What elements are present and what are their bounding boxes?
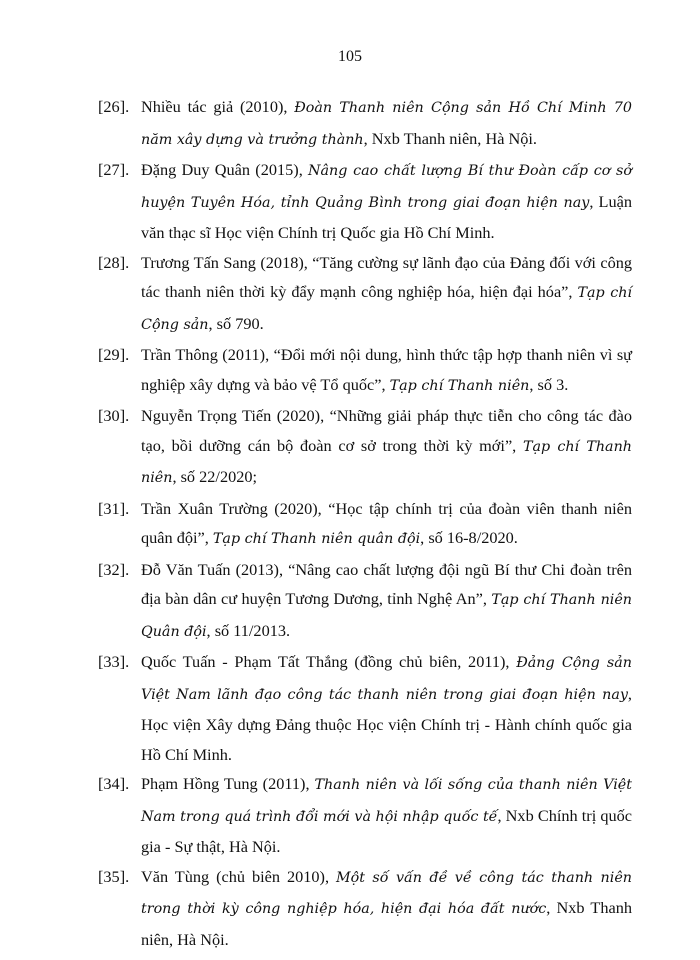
reference-journal: Tạp chí Cộng sản <box>141 285 632 333</box>
reference-number: [33]. <box>98 652 130 671</box>
reference-authors: Trương Tấn Sang (2018), “Tăng cường sự lãnh đạo của Đảng đối với công tác thanh niên thời kỳ đẩy mạnh công nghiệp hóa, hiện đại hóa”, <box>141 252 632 301</box>
reference-journal: Tạp chí Thanh niên quân đội <box>212 531 421 547</box>
reference-item <box>98 340 632 401</box>
reference-authors: Trần Xuân Trường (2020), “Học tập chính trị của đoàn viên thanh niên quân đội”, <box>141 498 632 547</box>
reference-journal: Tạp chí Thanh niên Quân đội <box>141 592 633 640</box>
reference-authors: Trần Thông (2011), “Đổi mới nội dung, hình thức tập hợp thanh niên vì sự nghiệp xây dựng và bảo vệ Tổ quốc”, <box>141 345 632 394</box>
reference-list <box>98 92 632 954</box>
reference-authors: Quốc Tuấn - Phạm Tất Thắng (đồng chủ biên, 2011), <box>141 652 517 671</box>
reference-authors: Phạm Hồng Tung (2011), <box>141 774 315 793</box>
reference-number: [32]. <box>98 559 130 579</box>
reference-item <box>98 647 632 769</box>
reference-title: Đảng Cộng sản Việt Nam lãnh đạo công tác thanh niên trong giai đoạn hiện nay <box>141 655 632 703</box>
reference-journal: Tạp chí Thanh niên <box>141 438 632 486</box>
reference-title: Thanh niên và lối sống của thanh niên Việt Nam trong quá trình đổi mới và hội nhập quốc tế <box>141 777 633 825</box>
reference-title: Đoàn Thanh niên Cộng sản Hồ Chí Minh 70 năm xây dựng và trưởng thành <box>141 100 632 148</box>
reference-number: [29]. <box>98 345 130 364</box>
reference-issue: , số 3. <box>529 374 569 394</box>
reference-authors: Nguyễn Trọng Tiến (2020), “Những giải pháp thực tiễn cho công tác đào tạo, bồi dưỡng cán bộ đoàn cơ sở trong thời kỳ mới”, <box>141 406 632 455</box>
reference-authors: Đỗ Văn Tuấn (2013), “Nâng cao chất lượng đội ngũ Bí thư Chi đoàn trên địa bàn dân cư huyện Tương Dương, tỉnh Nghệ An”, <box>141 559 632 608</box>
reference-number: [31]. <box>98 498 130 518</box>
reference-authors: Nhiều tác giả (2010), <box>141 97 295 116</box>
reference-issue: , số 790. <box>208 313 264 333</box>
reference-publisher: , Luận văn thạc sĩ Học viện Chính trị Quốc gia Hồ Chí Minh. <box>141 191 632 242</box>
reference-number: [28]. <box>98 252 130 272</box>
reference-publisher: , Học viện Xây dựng Đảng thuộc Học viện Chính trị - Hành chính quốc gia Hồ Chí Minh. <box>141 683 632 764</box>
reference-title: Nâng cao chất lượng Bí thư Đoàn cấp cơ sở huyện Tuyên Hóa, tỉnh Quảng Bình trong giai đoạn hiện nay <box>141 163 633 211</box>
reference-issue: , số 16-8/2020. <box>420 528 518 547</box>
reference-item <box>98 494 632 555</box>
reference-number: [30]. <box>98 406 130 425</box>
reference-number: [34]. <box>98 774 130 793</box>
reference-item <box>98 555 632 648</box>
reference-authors: Văn Tùng (chủ biên 2010), <box>141 866 336 886</box>
page-number: 105 <box>338 48 362 65</box>
reference-item <box>98 401 632 494</box>
reference-publisher: , Nxb Thanh niên, Hà Nội. <box>363 128 537 148</box>
reference-title: Một số vấn đề về công tác thanh niên trong thời kỳ công nghiệp hóa, hiện đại hóa đất nước <box>141 869 632 917</box>
reference-journal: Tạp chí Thanh niên <box>389 377 530 394</box>
reference-number: [27]. <box>98 160 130 179</box>
reference-item <box>98 92 632 155</box>
reference-item <box>98 155 632 248</box>
reference-authors: Đặng Duy Quân (2015), <box>141 160 308 179</box>
reference-item <box>98 248 632 341</box>
reference-publisher: , Nxb Thanh niên, Hà Nội. <box>141 898 632 949</box>
reference-issue: , số 11/2013. <box>206 620 291 640</box>
reference-item <box>98 862 632 955</box>
reference-issue: , số 22/2020; <box>172 467 258 486</box>
reference-number: [26]. <box>98 97 130 116</box>
reference-publisher: , Nxb Chính trị quốc gia - Sự thật, Hà Nội. <box>141 805 632 856</box>
reference-item <box>98 769 632 862</box>
reference-number: [35]. <box>98 866 130 886</box>
